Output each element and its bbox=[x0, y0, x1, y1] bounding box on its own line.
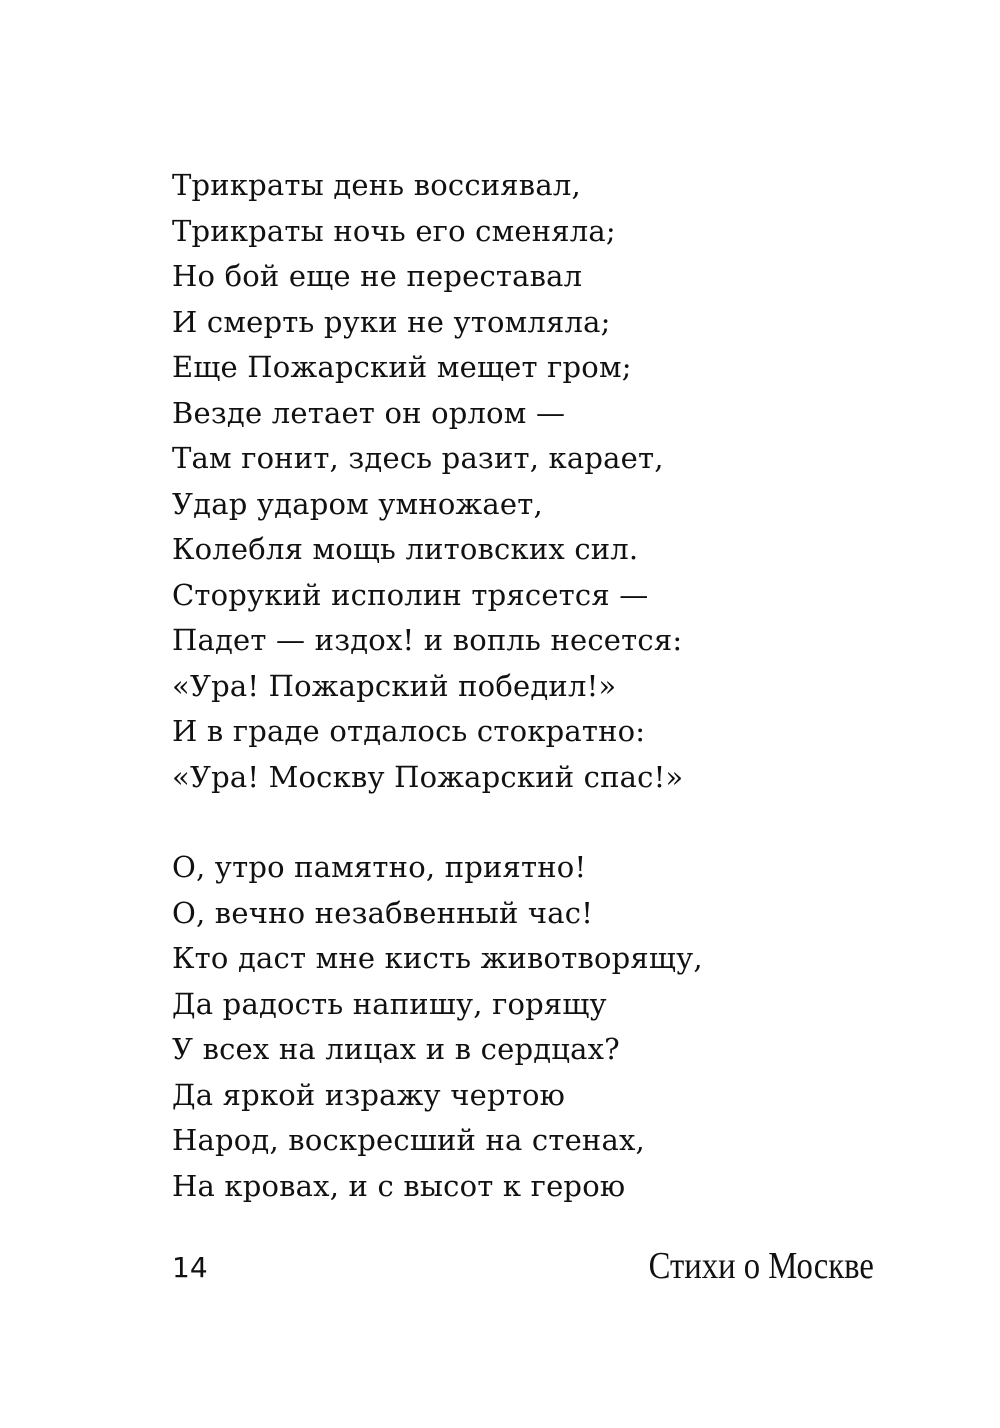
poem-line: Везде летает он орлом — bbox=[172, 395, 566, 430]
poem-line: Но бой еще не переставал bbox=[172, 259, 583, 293]
poem-line: Колебля мощь литовских сил. bbox=[172, 532, 639, 566]
poem-text bbox=[172, 163, 952, 1209]
poem-line: О, вечно незабвенный час! bbox=[172, 895, 594, 930]
poem-line: И в граде отдалось стократно: bbox=[172, 714, 646, 748]
poem-line: Да яркой изражу чертою bbox=[172, 1077, 566, 1112]
poem-line: Народ, воскресший на стенах, bbox=[172, 1123, 645, 1157]
poem-line: Удар ударом умножает, bbox=[172, 486, 543, 521]
stanza-1 bbox=[172, 163, 952, 800]
poem-line: На кровах, и с высот к герою bbox=[172, 1168, 626, 1203]
poem-line: Там гонит, здесь разит, карает, bbox=[172, 441, 664, 475]
poem-line: Еще Пожарский мещет гром; bbox=[172, 350, 632, 384]
poem-line: «Ура! Москву Пожарский спас!» bbox=[172, 759, 684, 794]
poem-line: И смерть руки не утомляла; bbox=[172, 304, 611, 339]
poem-line: Сторукий исполин трясется — bbox=[172, 577, 649, 612]
poem-line: Трикраты день воссиявал, bbox=[172, 168, 581, 202]
poem-line: О, утро памятно, приятно! bbox=[172, 850, 587, 884]
poem-line: «Ура! Пожарский победил!» bbox=[172, 668, 617, 703]
poem-line: Падет — издох! и вопль несется: bbox=[172, 623, 683, 657]
running-title: Стихи о Москве bbox=[648, 1245, 874, 1287]
poem-line: У всех на лицах и в сердцах? bbox=[172, 1032, 620, 1066]
poem-line: Да радость напишу, горящу bbox=[172, 986, 607, 1021]
poem-line: Трикраты ночь его сменяла; bbox=[172, 213, 616, 248]
poem-line: Кто даст мне кисть животворящу, bbox=[172, 941, 703, 975]
page-number: 14 bbox=[172, 1251, 208, 1284]
stanza-2 bbox=[172, 845, 952, 1209]
